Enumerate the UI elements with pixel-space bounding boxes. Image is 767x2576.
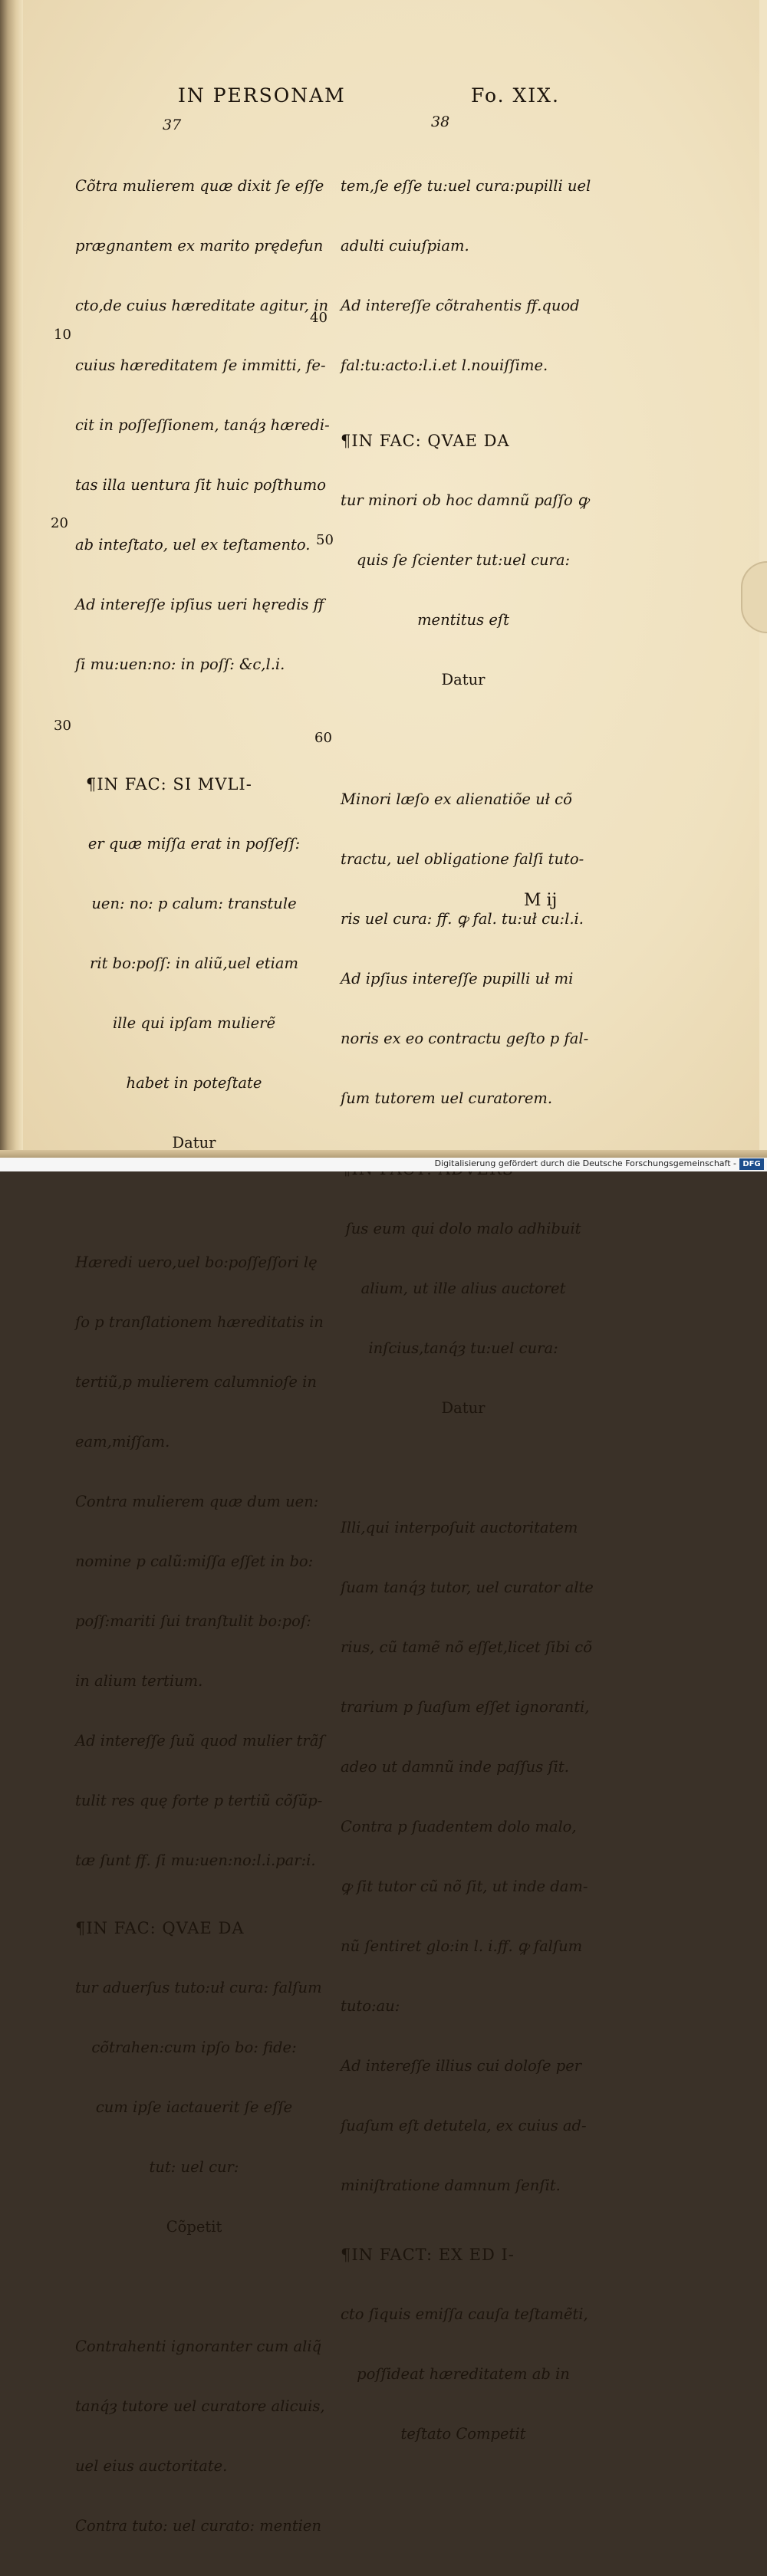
section-heading: ¶IN FACT: EX ED I- xyxy=(341,2246,515,2264)
text-line: Ad intereſſe illius cui doloſe per xyxy=(341,2057,582,2075)
text-line: tanq́ȝ tutore uel curatore alicuis, xyxy=(75,2397,325,2415)
footer-credit: Digitalisierung gefördert durch die Deutsche Forschungsgemeinschaft - xyxy=(434,1158,736,1168)
text-line: in alium tertium. xyxy=(75,1672,203,1690)
text-line: cto,de cuius hæreditate agitur, in xyxy=(75,297,329,314)
text-line: cum ipſe iactauerit ſe eſſe xyxy=(95,2098,293,2116)
text-line: rius, cũ tamẽ nõ eſſet,licet ſibi cõ xyxy=(341,1638,592,1656)
text-line: Ad intereſſe cõtrahentis ff.quod xyxy=(341,297,580,314)
text-line: cuius hæreditatem ſe immitti, fe- xyxy=(75,356,326,374)
text-line: ꝙ ſit tutor cũ nõ ſit, ut inde dam- xyxy=(341,1878,588,1895)
section-term: Cõpetit xyxy=(166,2218,222,2236)
line-number-30: 30 xyxy=(54,718,71,734)
text-line: Contrahenti ignoranter cum aliq̃ xyxy=(75,2338,322,2355)
column-number-right: 38 xyxy=(431,113,450,130)
column-number-left: 37 xyxy=(163,117,182,133)
text-line: tulit res quę forte p tertiũ cõſũp- xyxy=(75,1792,323,1809)
line-number-60: 60 xyxy=(314,730,332,746)
line-number-50: 50 xyxy=(316,532,334,548)
text-line: ſum tutorem uel curatorem. xyxy=(341,1089,553,1107)
section-term: Datur xyxy=(172,1134,216,1152)
section-term: Datur xyxy=(441,1399,486,1417)
text-line: uel eius auctoritate. xyxy=(75,2457,228,2475)
text-line: ſuam tanq́ȝ tutor, uel curator alte xyxy=(341,1579,594,1596)
running-header-right: Fo. XIX. xyxy=(471,84,560,107)
text-line: tæ ſunt ff. ſi mu:uen:no:l.i.par:i. xyxy=(75,1852,316,1869)
text-line: fal:tu:acto:l.i.et l.nouiſſime. xyxy=(341,356,548,374)
text-line: cõtrahen:cum ipſo bo: fide: xyxy=(91,2039,297,2056)
text-line: Contra mulierem quæ dum uen: xyxy=(75,1493,319,1510)
text-line: tractu, uel obligatione falſi tuto- xyxy=(341,850,584,868)
text-line: er quæ miſſa erat in poſſeſſ: xyxy=(87,835,301,853)
line-number-10: 10 xyxy=(54,327,71,343)
text-line: poſſ:mariti ſui tranſtulit bo:poſ: xyxy=(75,1612,311,1630)
text-line: nũ ſentiret glo:in l. i.ff. ꝙ falſum xyxy=(341,1937,583,1955)
dfg-logo-icon: DFG xyxy=(739,1158,764,1170)
text-line: adulti cuiuſpiam. xyxy=(341,237,469,255)
text-line: Minori læſo ex alienatiõe uł cõ xyxy=(341,790,572,808)
text-line: nomine p calũ:miſſa eſſet in bo: xyxy=(75,1552,314,1570)
digitization-footer xyxy=(0,1158,767,1171)
text-line: tuto:au: xyxy=(341,1997,400,2015)
text-line: Ad ipſius intereſſe pupilli uł mi xyxy=(341,970,574,987)
text-line: Contra p ſuadentem dolo malo, xyxy=(341,1818,577,1835)
signature-mark: M ij xyxy=(524,891,558,910)
text-line: tem,ſe eſſe tu:uel cura:pupilli uel xyxy=(341,177,591,195)
line-number-20: 20 xyxy=(51,515,68,531)
text-line: eam,miſſam. xyxy=(75,1433,170,1451)
text-line: tut: uel cur: xyxy=(149,2158,239,2176)
text-line: habet in poteſtate xyxy=(126,1074,262,1092)
text-line: cto ſiquis emiſſa cauſa teſtamẽti, xyxy=(341,2305,588,2323)
text-line: teſtato Competit xyxy=(400,2425,526,2443)
text-line: adeo ut damnũ inde paſſus ſit. xyxy=(341,1758,569,1776)
text-line: Hæredi uero,uel bo:poſſeſſori lę xyxy=(75,1254,318,1271)
section-term: Datur xyxy=(441,671,486,688)
text-line: Contra tuto: uel curato: mentien xyxy=(75,2517,322,2535)
text-line: inſcius,tanq́ȝ tu:uel cura: xyxy=(368,1339,558,1357)
text-line: Ad intereſſe ipſius ueri hęredis ff xyxy=(75,596,324,613)
text-line: tur minori ob hoc damnũ paſſo ꝙ xyxy=(341,491,589,509)
text-line: Ad intereſſe ſuũ quod mulier trãſ xyxy=(75,1732,324,1750)
text-line: trarium p ſuaſum eſſet ignoranti, xyxy=(341,1698,590,1716)
text-line: ſo p tranſlationem hæreditatis in xyxy=(75,1313,324,1331)
text-line: tas illa uentura ſit huic poſthumo xyxy=(75,476,326,494)
text-line: miniſtratione damnum ſenſit. xyxy=(341,2177,561,2194)
text-line: Illi,qui interpoſuit auctoritatem xyxy=(341,1519,578,1536)
text-line: ſus eum qui dolo malo adhibuit xyxy=(345,1220,581,1237)
text-line: alium, ut ille alius auctoret xyxy=(360,1280,566,1297)
text-line: ſuaſum eſt detutela, ex cuius ad- xyxy=(341,2117,587,2134)
text-line: tertiũ,p mulierem calumnioſe in xyxy=(75,1373,317,1391)
text-line: ab inteſtato, uel ex teſtamento. xyxy=(75,536,311,554)
text-line: cit in poſſeſſionem, tanq́ȝ hæredi- xyxy=(75,416,330,434)
text-line: ille qui ipſam mulierẽ xyxy=(112,1014,276,1032)
section-heading: ¶IN FAC: SI MVLI- xyxy=(86,775,252,794)
text-line: quis ſe ſcienter tut:uel cura: xyxy=(356,551,571,569)
section-heading: ¶IN FAC: QVAE DA xyxy=(341,432,510,450)
text-line: ris uel cura: ff. ꝙ fal. tu:uł cu:l.i. xyxy=(341,910,584,928)
running-header-left: IN PERSONAM xyxy=(178,84,346,107)
text-line: noris ex eo contractu geſto p fal- xyxy=(341,1030,589,1047)
text-line: poſſideat hæreditatem ab in xyxy=(357,2365,570,2383)
text-line: mentitus eſt xyxy=(417,611,509,629)
text-line: uen: no: p calum: transtule xyxy=(91,895,297,912)
text-line: prægnantem ex marito prędefun xyxy=(75,237,324,255)
text-line: Cõtra mulierem quæ dixit ſe eſſe xyxy=(75,177,324,195)
text-column-right xyxy=(341,136,594,2484)
text-line: tur aduerſus tuto:uł cura: falſum xyxy=(75,1979,322,1996)
text-line: rit bo:poſſ: in aliũ,uel etiam xyxy=(90,955,298,972)
line-number-40: 40 xyxy=(310,310,328,326)
text-line: ſi mu:uen:no: in poſſ: &c,l.i. xyxy=(75,656,285,673)
book-spine xyxy=(0,0,23,1158)
section-heading: ¶IN FAC: QVAE DA xyxy=(75,1919,245,1937)
